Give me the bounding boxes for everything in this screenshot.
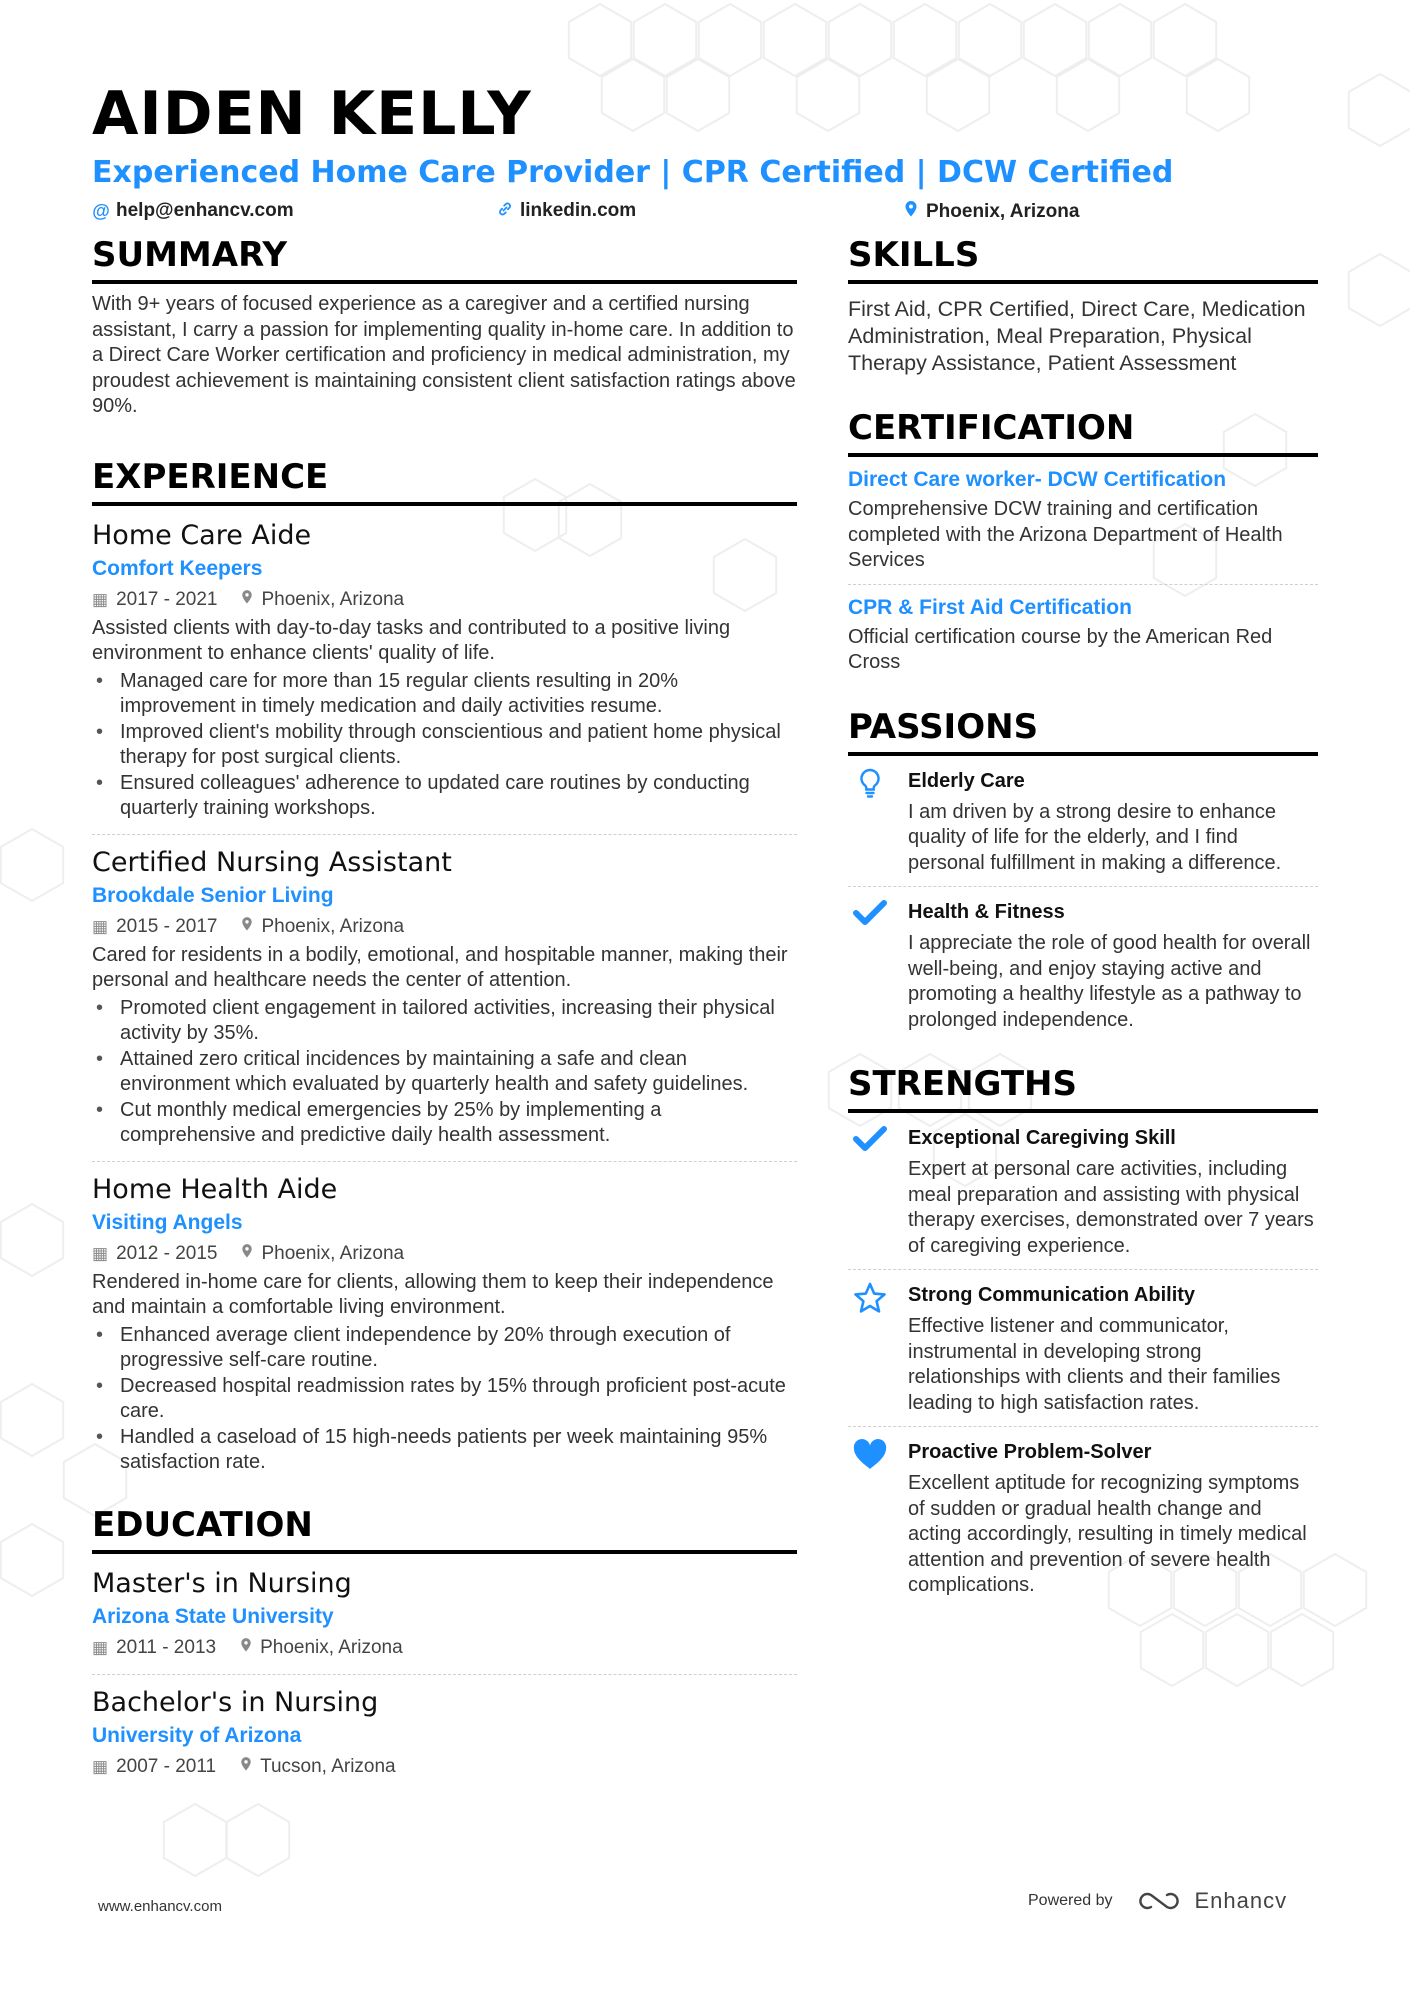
contact-row [92, 196, 1332, 226]
strength-description: Effective listener and communicator, instrumental in developing strong relationships with clients and their families leading to high satisfaction rates. [908, 1315, 1281, 1414]
calendar-icon: ▦ [92, 916, 109, 936]
summary-section [92, 232, 797, 420]
map-pin-icon [902, 200, 920, 223]
education-dates: 2007 - 2011 [116, 1755, 217, 1777]
strengths-heading: STRENGTHS [848, 1061, 1318, 1113]
map-pin-icon [241, 586, 253, 614]
passion-description: I am driven by a strong desire to enhance quality of life for the elderly, and I find personal fulfillment in making a difference. [908, 800, 1282, 874]
education-location: Phoenix, Arizona [260, 1636, 403, 1658]
at-icon: @ [92, 200, 110, 221]
email-text: help@enhancv.com [116, 200, 294, 221]
job-role: Certified Nursing Assistant [92, 846, 452, 878]
map-pin-icon [241, 913, 253, 941]
bullet-item: • Enhanced average client independence by 20% through execution of progressive self-care routine. [92, 1323, 797, 1374]
checkmark-icon [848, 1123, 892, 1259]
job-company: Brookdale Senior Living [92, 883, 334, 907]
map-pin-icon [241, 1240, 253, 1268]
strength-description: Expert at personal care activities, including meal preparation and assisting with physical therapy exercises, demonstrated over 7 years of caregiving experience. [908, 1158, 1314, 1257]
job-role: Home Care Aide [92, 519, 312, 551]
map-pin-icon [240, 1634, 252, 1662]
bullet-item: • Decreased hospital readmission rates by 15% through proficient post-acute care. [92, 1374, 797, 1425]
education-meta [92, 1634, 797, 1662]
skills-heading: SKILLS [848, 232, 1318, 284]
right-column [848, 232, 1318, 1599]
calendar-icon: ▦ [92, 1243, 109, 1263]
passion-description: I appreciate the role of good health for overall well-being, and enjoy staying active and promoting a healthy lifestyle as a pathway to prolonged independence. [908, 932, 1311, 1031]
map-pin-icon [240, 1753, 252, 1781]
bullet-item: • Ensured colleagues' adherence to updated care routines by conducting quarterly training workshops. [92, 771, 797, 822]
skills-section [848, 232, 1318, 377]
certification-description: Comprehensive DCW training and certification completed with the Arizona Department of Health Services [848, 498, 1283, 571]
passion-title: Health & Fitness [908, 901, 1065, 923]
contact-email[interactable] [92, 200, 294, 222]
bullet-item: • Attained zero critical incidences by maintaining a safe and clean environment which evaluated by quarterly health and safety guidelines. [92, 1047, 797, 1098]
education-section [92, 1502, 797, 1781]
job-location: Phoenix, Arizona [261, 915, 405, 937]
education-meta [92, 1753, 797, 1781]
job-dates: 2012 - 2015 [116, 1242, 218, 1264]
job-description: Assisted clients with day-to-day tasks and contributed to a positive living environment to enhance clients' quality of life. [92, 616, 731, 664]
education-location: Tucson, Arizona [260, 1755, 396, 1777]
strengths-section [848, 1061, 1318, 1599]
enhancv-logo-icon [1137, 1889, 1185, 1913]
experience-heading: EXPERIENCE [92, 454, 797, 506]
contact-location [902, 200, 1079, 223]
footer-branding [1028, 1888, 1287, 1914]
school-name: Arizona State University [92, 1604, 334, 1628]
bullet-item: • Promoted client engagement in tailored activities, increasing their physical activity by 35%. [92, 996, 797, 1047]
summary-heading: SUMMARY [92, 232, 797, 284]
job-bullets [92, 669, 797, 822]
contact-linkedin[interactable] [496, 200, 636, 222]
passion-item [848, 766, 1318, 877]
strength-title: Strong Communication Ability [908, 1284, 1196, 1306]
location-text: Phoenix, Arizona [926, 200, 1080, 222]
education-entry [92, 1566, 797, 1662]
job-meta [92, 586, 797, 614]
job-dates: 2015 - 2017 [116, 915, 218, 937]
job-location: Phoenix, Arizona [261, 1242, 405, 1264]
certification-title: CPR & First Aid Certification [848, 595, 1132, 619]
certification-title: Direct Care worker- DCW Certification [848, 468, 1227, 491]
checkmark-icon [848, 897, 892, 1033]
strength-item [848, 1123, 1318, 1259]
link-icon [496, 201, 514, 222]
resume-header [92, 78, 1332, 226]
certification-heading: CERTIFICATION [848, 405, 1318, 457]
candidate-name: AIDEN KELLY [92, 79, 532, 149]
calendar-icon: ▦ [92, 589, 109, 609]
job-role: Home Health Aide [92, 1173, 338, 1205]
passion-title: Elderly Care [908, 769, 1025, 792]
strength-description: Excellent aptitude for recognizing symptoms of sudden or gradual health change and acting accordingly, resulting in timely medical attention and prevention of severe health complications. [908, 1472, 1307, 1596]
strength-title: Exceptional Caregiving Skill [908, 1127, 1176, 1149]
job-dates: 2017 - 2021 [116, 588, 218, 610]
powered-by-text: Powered by [1028, 1892, 1113, 1909]
job-description: Cared for residents in a bodily, emotional, and hospitable manner, making their personal and healthcare needs the center of attention. [92, 943, 788, 991]
job-bullets [92, 996, 797, 1149]
footer-website[interactable]: www.enhancv.com [98, 1898, 222, 1915]
summary-text: With 9+ years of focused experience as a caregiver and a certified nursing assistant, I carry a passion for implementing quality in-home care. In addition to a Direct Care Worker certification and proficiency in medical administration, my proudest achievement is maintaining consistent client satisfaction ratings above 90%. [92, 293, 796, 417]
certification-entry [848, 584, 1318, 676]
star-icon [848, 1280, 892, 1416]
job-company: Comfort Keepers [92, 556, 263, 580]
heart-icon [848, 1437, 892, 1599]
left-column [92, 232, 797, 1781]
job-location: Phoenix, Arizona [261, 588, 405, 610]
brand-name: Enhancv [1194, 1888, 1288, 1913]
lightbulb-icon [848, 766, 892, 877]
degree-name: Master's in Nursing [92, 1567, 352, 1599]
bullet-item: • Improved client's mobility through conscientious and patient home physical therapy for post surgical clients. [92, 720, 797, 771]
certification-section [848, 405, 1318, 676]
bullet-item: • Managed care for more than 15 regular clients resulting in 20% improvement in timely medication and daily activities resume. [92, 669, 797, 720]
brand-logo [1137, 1888, 1288, 1914]
certification-entry [848, 465, 1318, 574]
passion-item [848, 886, 1318, 1033]
experience-entry [92, 834, 797, 1149]
experience-entry [92, 1161, 797, 1476]
bullet-item: • Cut monthly medical emergencies by 25% by implementing a comprehensive and predictive daily health assessment. [92, 1098, 797, 1149]
degree-name: Bachelor's in Nursing [92, 1686, 379, 1718]
job-meta [92, 1240, 797, 1268]
job-bullets [92, 1323, 797, 1476]
bullet-item: • Handled a caseload of 15 high-needs patients per week maintaining 95% satisfaction rate. [92, 1425, 797, 1476]
calendar-icon: ▦ [92, 1756, 109, 1776]
certification-description: Official certification course by the American Red Cross [848, 625, 1273, 673]
job-company: Visiting Angels [92, 1210, 243, 1234]
strength-item [848, 1269, 1318, 1416]
passions-heading: PASSIONS [848, 704, 1318, 756]
candidate-title: Experienced Home Care Provider | CPR Certified | DCW Certified [92, 155, 1174, 190]
skills-text: First Aid, CPR Certified, Direct Care, Medication Administration, Meal Preparation, Physical Therapy Assistance, Patient Assessment [848, 297, 1306, 375]
job-meta [92, 913, 797, 941]
calendar-icon: ▦ [92, 1637, 109, 1657]
education-entry [92, 1674, 797, 1781]
school-name: University of Arizona [92, 1723, 302, 1747]
job-description: Rendered in-home care for clients, allowing them to keep their independence and maintain a comfortable living environment. [92, 1270, 774, 1318]
linkedin-text: linkedin.com [520, 200, 637, 221]
education-dates: 2011 - 2013 [116, 1636, 217, 1658]
strength-title: Proactive Problem-Solver [908, 1441, 1152, 1463]
experience-section [92, 454, 797, 1476]
experience-entry [92, 518, 797, 822]
education-heading: EDUCATION [92, 1502, 797, 1554]
strength-item [848, 1426, 1318, 1599]
passions-section [848, 704, 1318, 1034]
